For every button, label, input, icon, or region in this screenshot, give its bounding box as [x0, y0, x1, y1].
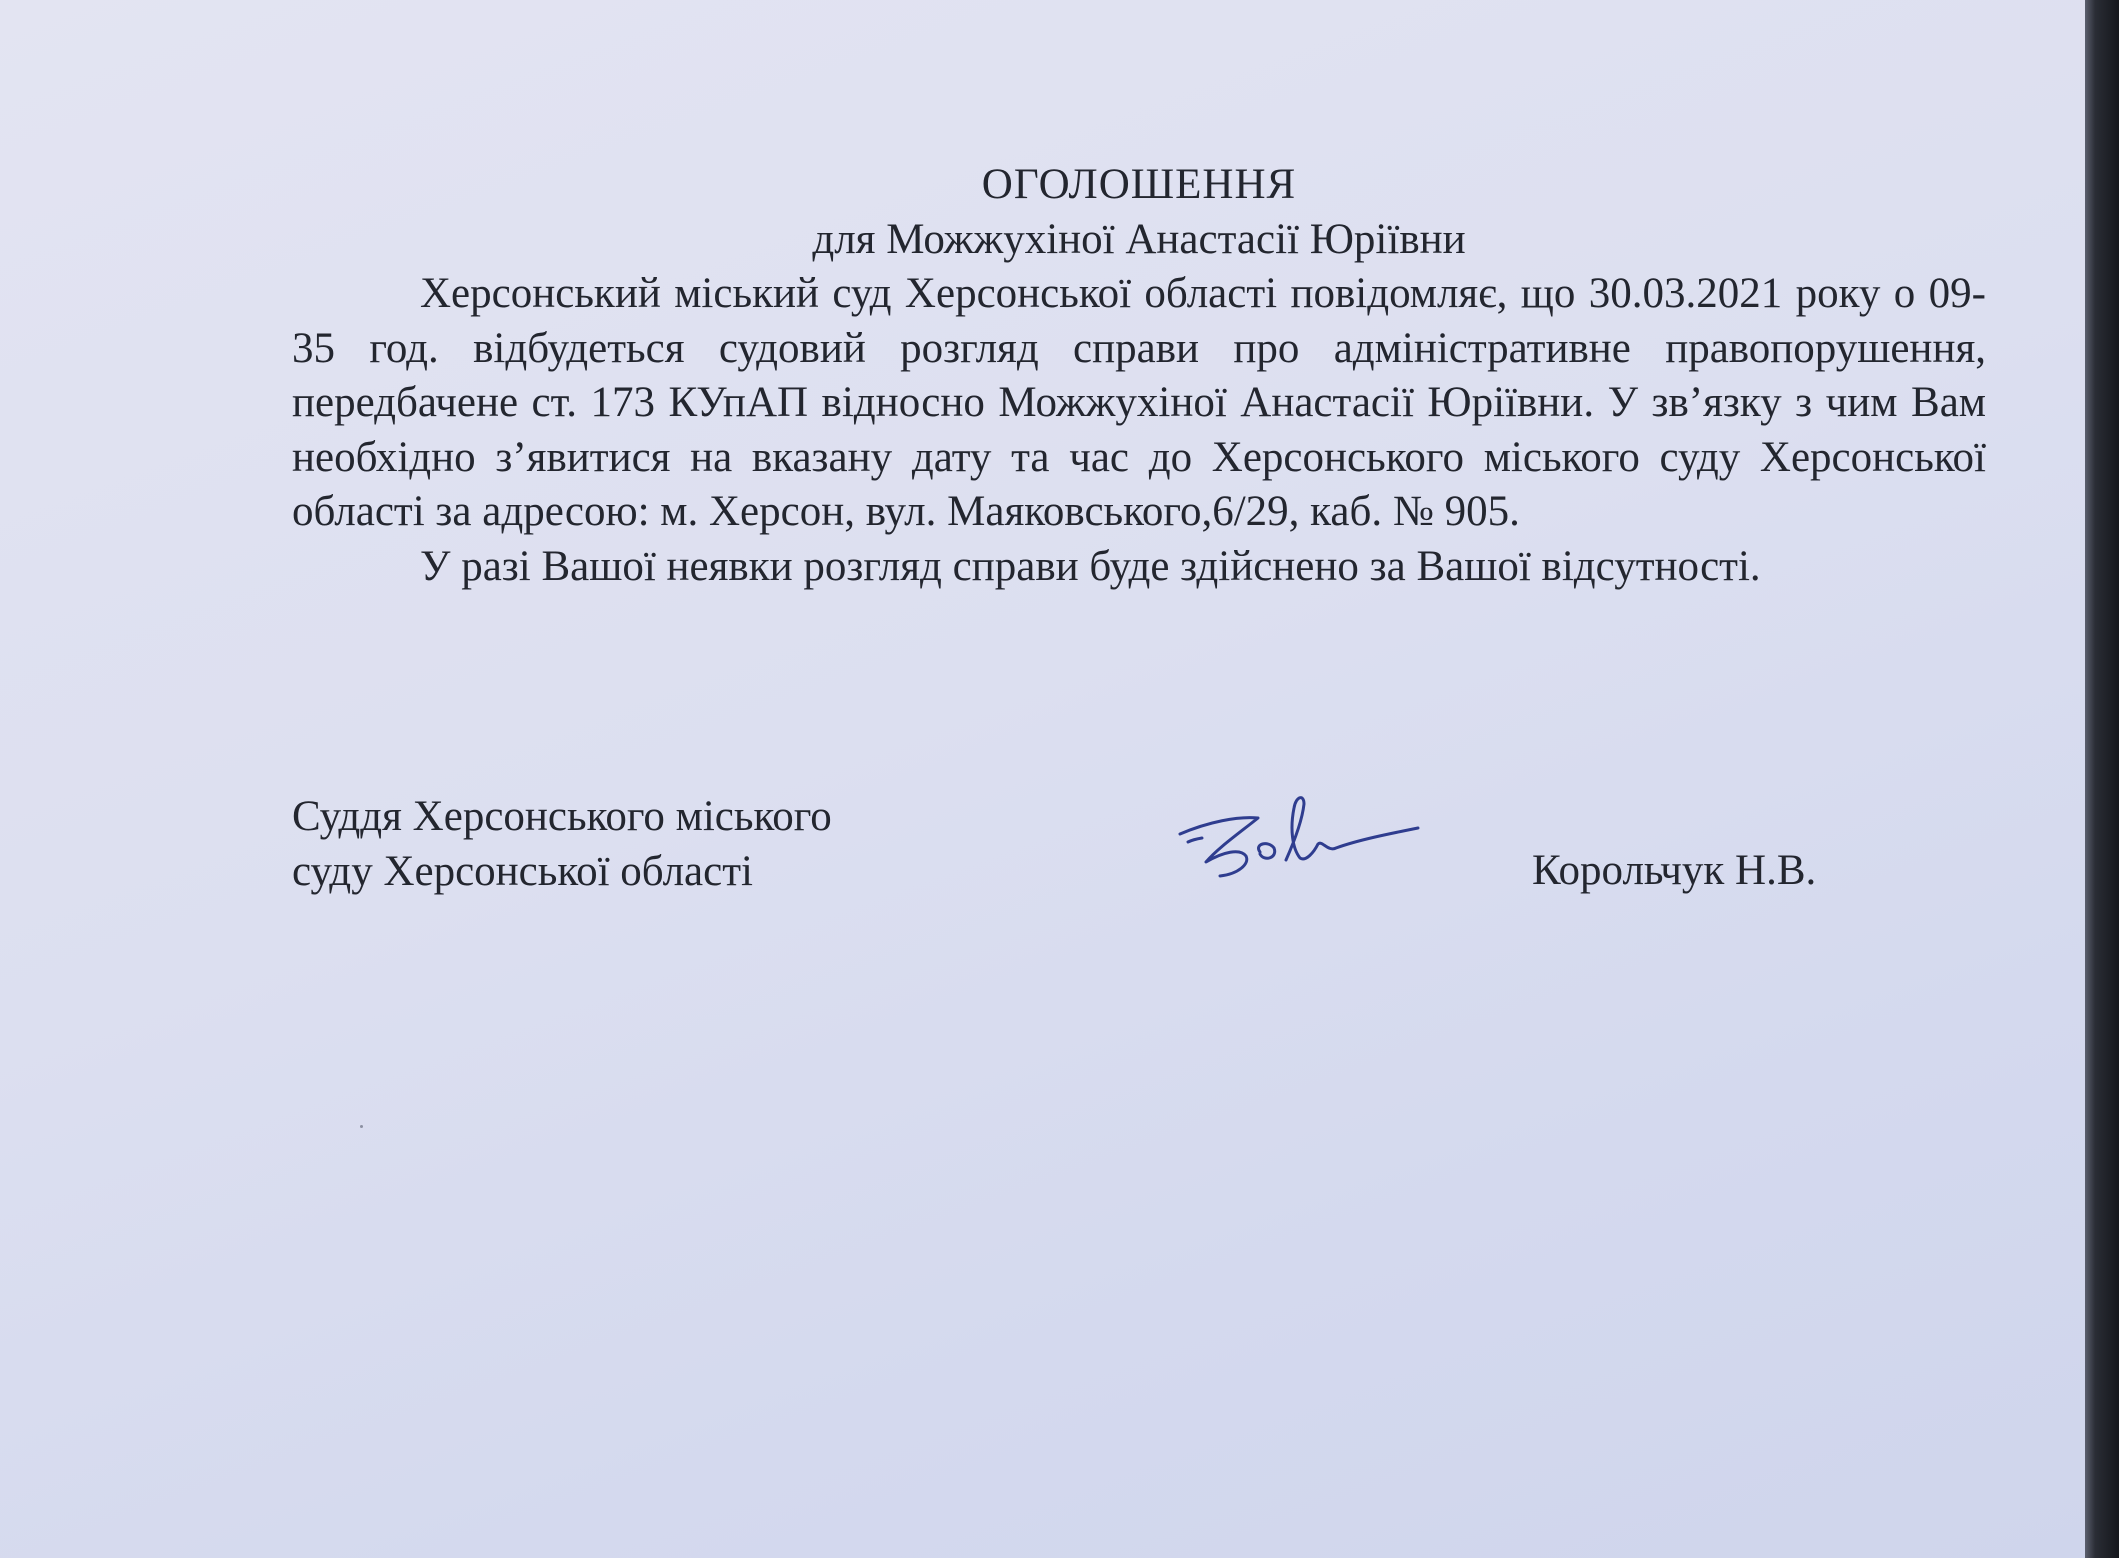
judge-title-line-2: суду Херсонської області — [292, 847, 753, 895]
notice-paragraph-hearing: Херсонський міський суд Херсонської області повідомляє, що 30.03.2021 року о 09-35 год. відбудеться судовий розгляд справи про адміністративне правопорушення, передбачене ст. 173 КУпАП відносно Можжухіної Анастасії Юріївни. У зв’язку з чим Вам необхідно з’явитися на вказану дату та час до Херсонського міського суду Херсонської області за адресою: м. Херсон, вул. Маяковського,6/29, каб. № 905. — [292, 270, 1986, 535]
handwritten-signature — [1168, 782, 1428, 892]
notice-addressee: для Можжухіної Анастасії Юріївни — [812, 215, 1466, 263]
signature-block — [292, 790, 1992, 910]
judge-title — [292, 790, 832, 899]
background-edge — [2085, 0, 2119, 1558]
notice-body — [292, 158, 1986, 594]
notice-paragraph-absence: У разі Вашої неявки розгляд справи буде здійснено за Вашої відсутності. — [420, 542, 1761, 590]
paper-speck — [360, 1125, 363, 1128]
notice-title: ОГОЛОШЕННЯ — [981, 161, 1297, 208]
judge-name: Корольчук Н.В. — [1532, 847, 1817, 894]
judge-title-line-1: Суддя Херсонського міського — [292, 793, 832, 840]
